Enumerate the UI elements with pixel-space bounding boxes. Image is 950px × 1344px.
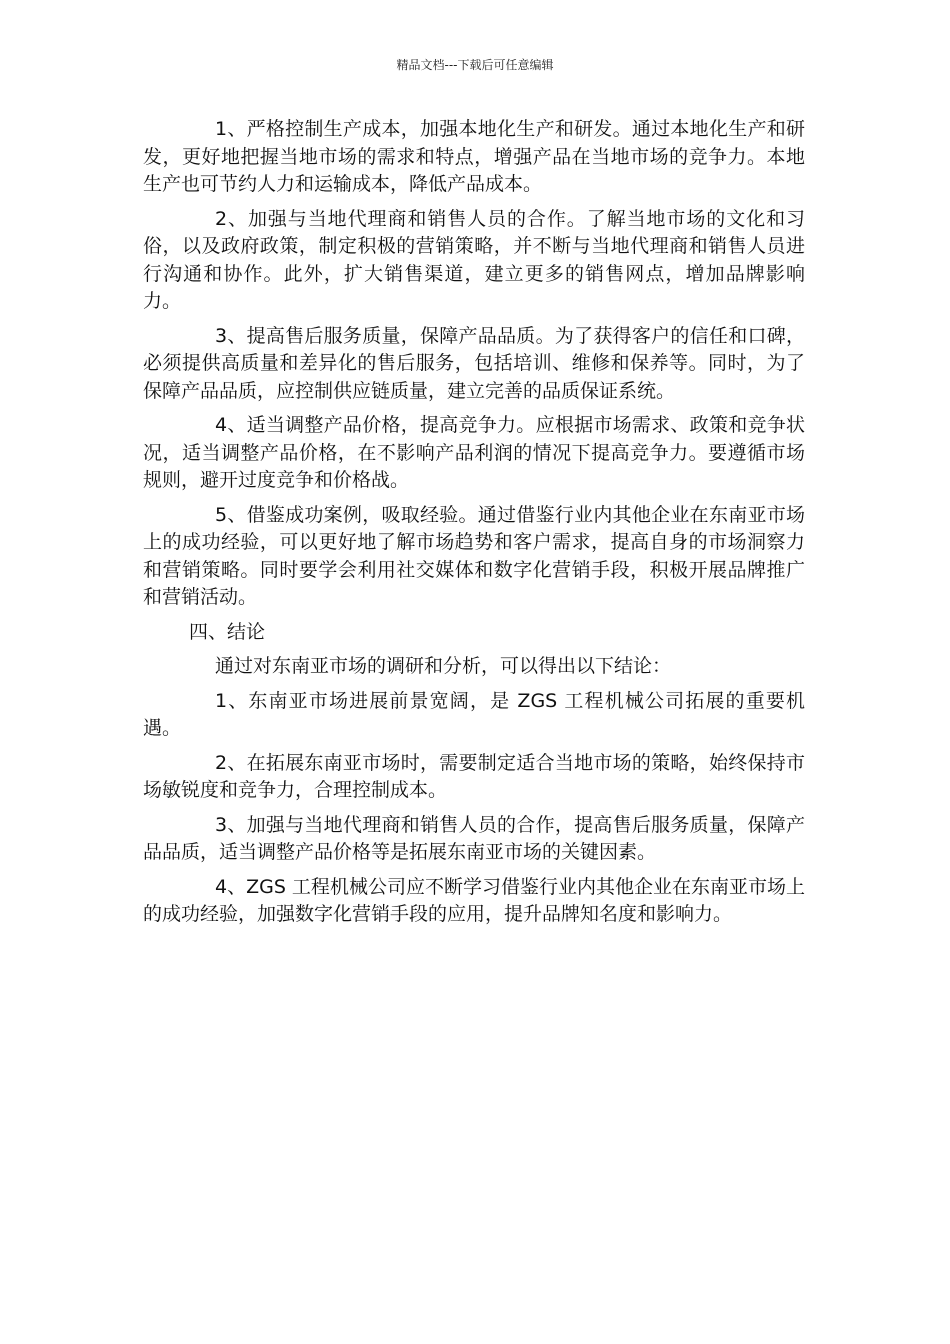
document-body — [143, 116, 805, 936]
section-heading-conclusion: 四、结论 — [189, 620, 266, 643]
conclusion-item-2: 2、在拓展东南亚市场时，需要制定适合当地市场的策略，始终保持市场敏锐度和竞争力，合理控制成本。 — [143, 751, 805, 801]
page-header: 精品文档---下载后可任意编辑 — [396, 58, 554, 72]
paragraph-strategy-3: 3、提高售后服务质量，保障产品品质。为了获得客户的信任和口碑，必须提供高质量和差异化的售后服务，包括培训、维修和保养等。同时，为了保障产品品质，应控制供应链质量，建立完善的品质保证系统。 — [143, 324, 805, 402]
conclusion-item-1: 1、东南亚市场进展前景宽阔，是 ZGS 工程机械公司拓展的重要机遇。 — [143, 689, 805, 739]
paragraph-strategy-5: 5、借鉴成功案例，吸取经验。通过借鉴行业内其他企业在东南亚市场上的成功经验，可以更好地了解市场趋势和客户需求，提高自身的市场洞察力和营销策略。同时要学会利用社交媒体和数字化营销手段，积极开展品牌推广和营销活动。 — [143, 503, 805, 608]
conclusion-item-4: 4、ZGS 工程机械公司应不断学习借鉴行业内其他企业在东南亚市场上的成功经验，加强数字化营销手段的应用，提升品牌知名度和影响力。 — [143, 875, 805, 925]
conclusion-item-3: 3、加强与当地代理商和销售人员的合作，提高售后服务质量，保障产品品质，适当调整产品价格等是拓展东南亚市场的关键因素。 — [143, 813, 805, 863]
paragraph-strategy-1: 1、严格控制生产成本，加强本地化生产和研发。通过本地化生产和研发，更好地把握当地市场的需求和特点，增强产品在当地市场的竞争力。本地生产也可节约人力和运输成本，降低产品成本。 — [143, 118, 805, 195]
paragraph-strategy-4: 4、适当调整产品价格，提高竞争力。应根据市场需求、政策和竞争状况，适当调整产品价格，在不影响产品利润的情况下提高竞争力。要遵循市场规则，避开过度竞争和价格战。 — [143, 414, 805, 491]
paragraph-strategy-2: 2、加强与当地代理商和销售人员的合作。了解当地市场的文化和习俗，以及政府政策，制定积极的营销策略，并不断与当地代理商和销售人员进行沟通和协作。此外，扩大销售渠道，建立更多的销售网点，增加品牌影响力。 — [143, 207, 805, 312]
conclusion-intro: 通过对东南亚市场的调研和分析，可以得出以下结论： — [215, 655, 672, 677]
